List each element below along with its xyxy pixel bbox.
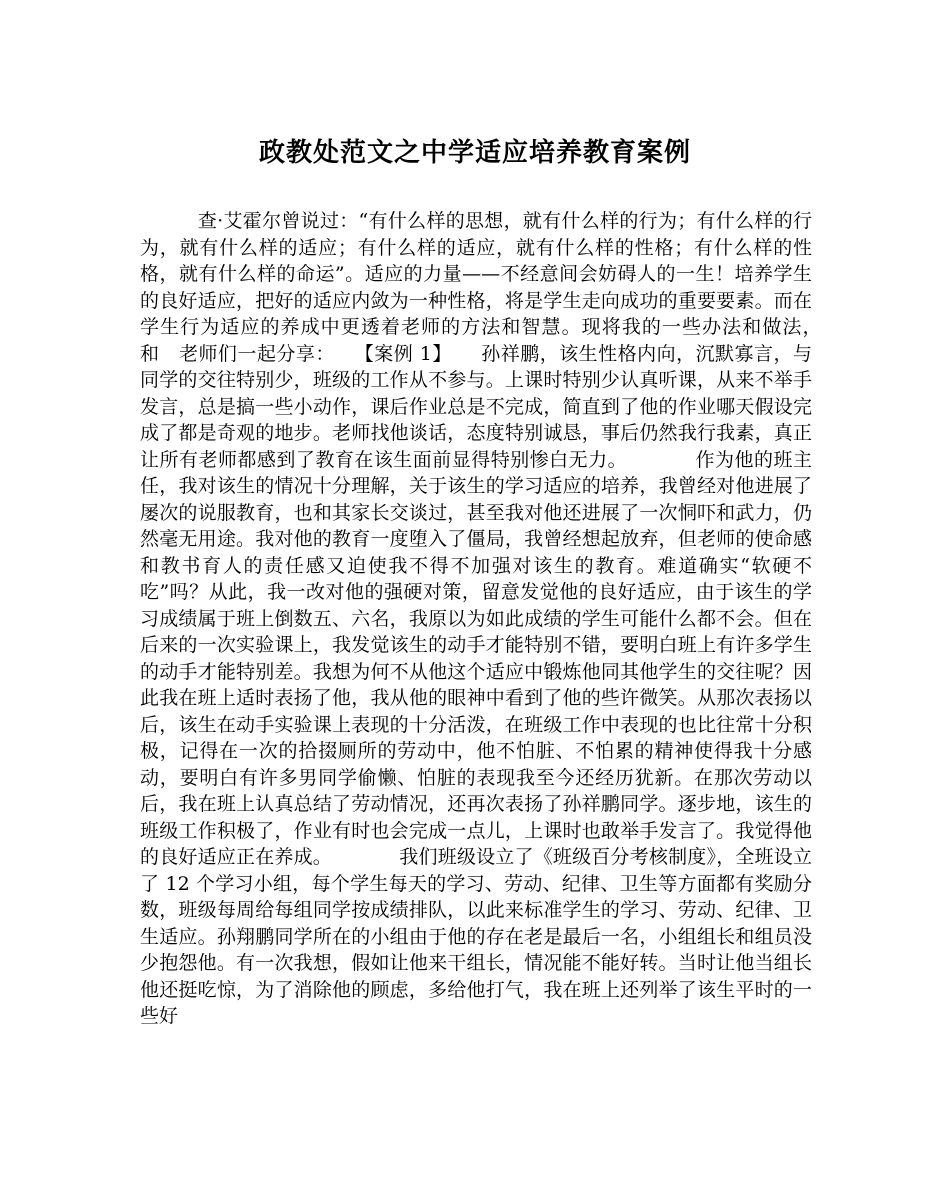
document-title: 政教处范文之中学适应培养教育案例 <box>258 138 691 168</box>
document-body: 查·艾霍尔曾说过：“有什么样的思想，就有什么样的行为；有什么样的行为，就有什么样的适应；有什么样的适应，就有什么样的性格；有什么样的性格，就有什么样的命运”。适应的力量——不经意间会妨碍人的一生！培养学生的良好适应，把好的适应内敛为一种性格，将是学生走向成功的重要要素。而在学生行为适应的养成中更透着老师的方法和智慧。现将我的一些办法和做法， 和 老师们一起分享： 【案例 1】 孙祥鹏，该生性格内向，沉默寡言，与同学的交往特别少，班级的工作从不参与。上课时特别少认真听课，从来不举手发言，总是搞一些小动作，课后作业总是不完成，简直到了他的作业哪天假设完成了都是奇观的地步。老师找他谈话，态度特别诚恳，事后仍然我行我素，真正让所有老师都感到了教育在该生面前显得特别惨白无力。 作为他的班主任，我对该生的情况十分理解，关于该生的学习适应的培养，我曾经对他进展了屡次的说服教育，也和其家长交谈过，甚至我对他还进展了一次恫吓和武力，仍然毫无用途。我对他的教育一度堕入了僵局，我曾经想起放弃，但老师的使命感和教书育人的责任感又迫使我不得不加强对该生的教育。难道确实“软硬不吃”吗？从此，我一改对他的强硬对策，留意发觉他的良好适应，由于该生的学习成绩属于班上倒数五、六名，我原以为如此成绩的学生可能什么都不会。但在后来的一次实验课上，我发觉该生的动手才能特别不错，要明白班上有许多学生的动手才能特别差。我想为何不从他这个适应中锻炼他同其他学生的交往呢？因此我在班上适时表扬了他，我从他的眼神中看到了他的些许微笑。从那次表扬以后，该生在动手实验课上表现的十分活泼，在班级工作中表现的也比往常十分积极，记得在一次的拾掇厕所的劳动中，他不怕脏、不怕累的精神使得我十分感动，要明白有许多男同学偷懒、怕脏的表现我至今还经历犹新。在那次劳动以后，我在班上认真总结了劳动情况，还再次表扬了孙祥鹏同学。逐步地，该生的班级工作积极了，作业有时也会完成一点儿，上课时也敢举手发言了。我觉得他的良好适应正在养成。 我们班级设立了《班级百分考核制度》，全班设立了 12 个学习小组，每个学生每天的学习、劳动、纪律、卫生等方面都有奖励分数，班级每周给每组同学按成绩排队，以此来标准学生的学习、劳动、纪律、卫生适应。孙翔鹏同学所在的小组由于他的存在老是最后一名，小组组长和组员没少抱怨他。有一次我想，假如让他来干组长，情况能不能好转。当时让他当组长他还挺吃惊，为了消除他的顾虑，多给他打气，我在班上还列举了该生平时的一些好 <box>140 210 832 1027</box>
